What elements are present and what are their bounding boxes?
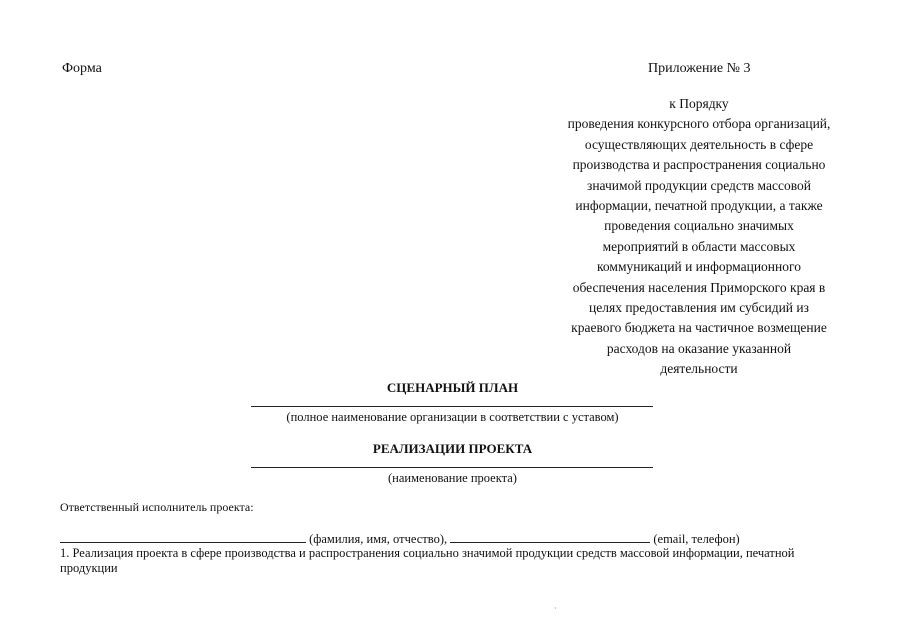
document-subtitle: РЕАЛИЗАЦИИ ПРОЕКТА — [372, 441, 533, 456]
appendix-line: расходов на оказание указанной — [606, 340, 792, 356]
appendix-line: к Порядку — [669, 96, 729, 111]
appendix-line: проведения конкурсного отбора организаций, — [567, 116, 831, 132]
appendix-line: целях предоставления им субсидий из — [589, 300, 809, 316]
appendix-line: деятельности — [660, 361, 738, 377]
fio-blank-line — [60, 530, 306, 543]
appendix-line: мероприятий в области массовых — [602, 238, 796, 254]
appendix-line: обеспечения населения Приморского края в — [572, 279, 826, 295]
appendix-line: производства и распространения социально — [572, 157, 826, 173]
appendix-reference — [540, 94, 858, 380]
responsible-executor-row — [60, 530, 740, 547]
appendix-line: краевого бюджета на частичное возмещение — [571, 320, 827, 336]
form-label: Форма — [62, 61, 102, 76]
appendix-title: Приложение № 3 — [648, 61, 751, 76]
project-name-line — [251, 467, 653, 468]
fio-caption: (фамилия, имя, отчество), — [309, 532, 448, 546]
appendix-line: проведения социально значимых — [604, 218, 794, 234]
appendix-line: осуществляющих деятельность в сфере — [584, 136, 814, 152]
responsible-executor-label: Ответственный исполнитель проекта: — [60, 500, 254, 514]
appendix-line: коммуникаций и информационного — [597, 259, 801, 275]
appendix-line: информации, печатной продукции, а также — [575, 198, 823, 214]
scan-dot: · — [554, 604, 557, 613]
document-title: СЦЕНАРНЫЙ ПЛАН — [386, 380, 519, 395]
appendix-line: значимой продукции средств массовой — [587, 177, 811, 193]
section-1-heading: 1. Реализация проекта в сфере производства и распространения социально значимой продукции средств массовой информации, печатной продукции — [60, 546, 795, 575]
contact-blank-line — [450, 530, 650, 543]
project-name-caption: (наименование проекта) — [388, 471, 517, 485]
organization-name-line — [251, 406, 653, 407]
contact-caption: (email, телефон) — [653, 532, 740, 546]
organization-name-caption: (полное наименование организации в соответствии с уставом) — [286, 410, 619, 424]
